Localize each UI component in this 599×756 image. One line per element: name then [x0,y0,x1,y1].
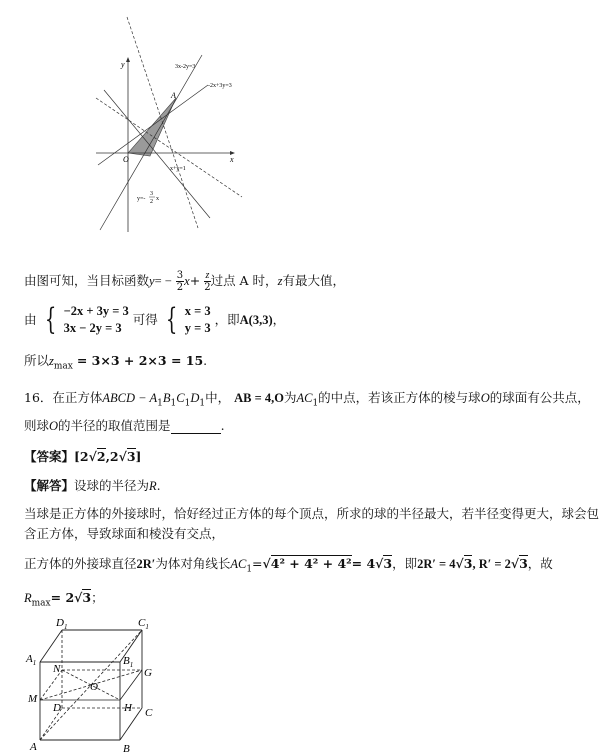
label-D1: $D_1$ [56,617,68,631]
label-B: B [123,743,130,755]
label-A: A [30,741,37,753]
linear-programming-graph [90,10,255,235]
solution-line5: $R_{max}= 2√3$； [24,590,104,609]
paragraph-objective: 由图可知，当目标函数y= − $\frac{3}{2}$ x+ $\frac{z}{2}$ 过点 A 时，z有最大值， [24,270,345,293]
line4-label-right: x [156,196,159,202]
label-O: O [90,681,98,693]
solution-line4: 正方体的外接球直径2R′为体对角线长$AC_1=√4^2 + 4^2 + 4^2= 4√3$，即2R′ = 4√3, R′ = 2√3，故 [24,556,553,575]
answer-blank [171,421,221,434]
label-B1: $B_1$ [123,655,134,669]
solution-line2: 当球是正方体的外接球时，恰好经过正方体的每个顶点，所求的球的半径最大，若半径变得更大，球会包 [24,506,599,521]
paragraph-max: 所以$z_{max} = 3\times 3 + 2\times 3 = 15$. [24,353,208,372]
line2-label: -2x+3y=3 [208,83,232,89]
question-16-line1: 16．在正方体ABCD − $A_1B_1C_1D_1$中， AB = 4,O为$AC_1$的中点，若该正方体的棱与球O的球面有公共点， [24,390,590,409]
y-axis-label: y [121,60,125,69]
label-M: M [28,693,38,705]
solution-line1: 【解答】设球的半径为R. [24,478,161,493]
label-N: N [53,663,61,675]
label-D: D [53,702,61,714]
cube-figure [20,612,170,756]
label-C1: $C_1$ [138,617,149,631]
answer-line: 【答案】[2√2,2√3] [24,449,142,464]
point-a-label: A [171,91,176,100]
origin-label: O [123,155,129,164]
line4-label-left: y=- [137,196,146,202]
line4-label-num: 3 [150,191,153,197]
label-A1: $A_1$ [26,653,37,667]
x-axis-label: x [230,155,234,164]
solution-line3: 含正方体，导致球面和棱没有交点， [24,526,225,541]
line1-label: 3x-2y=3 [175,64,196,70]
label-C: C [145,707,153,719]
line4-label-den: 2 [150,199,153,205]
label-H: H [124,702,132,714]
label-G: G [144,667,152,679]
paragraph-system: 由 { −2x + 3y = 3 3x − 2y = 3 可得 { x = 3 y = 3 ，即A(3,3)， [24,302,286,337]
question-16-line2: 则球O的半径的取值范围是 . [24,418,225,433]
line3-label: x+y=1 [170,166,186,172]
